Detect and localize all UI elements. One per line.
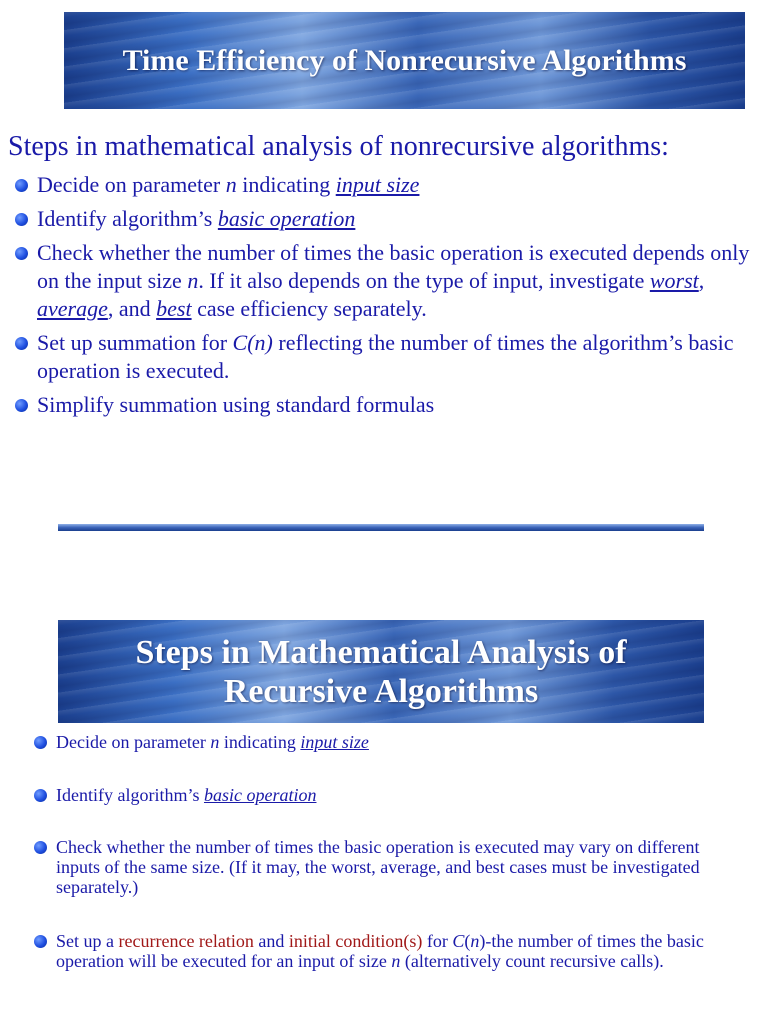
list-item: Set up a recurrence relation and initial condition(s) for C(n)-the number of times the basic operation will be executed for an input of size n (alternatively count recursive calls). [56, 931, 746, 971]
list-item: Identify algorithm’s basic operation [56, 785, 746, 805]
slide1-intro: Steps in mathematical analysis of nonrecursive algorithms: [8, 131, 669, 162]
bullet-dot-icon [34, 736, 47, 749]
list-item: Decide on parameter n indicating input size [37, 171, 765, 199]
slide1-bullet-list [37, 171, 765, 425]
bullet-dot-icon [34, 841, 47, 854]
list-item: Identify algorithm’s basic operation [37, 205, 765, 233]
bullet-dot-icon [34, 789, 47, 802]
recurrence-relation-term: recurrence relation [118, 931, 254, 951]
list-item: Set up summation for C(n) reflecting the number of times the algorithm’s basic operation is executed. [37, 329, 765, 385]
basic-operation-term: basic operation [217, 206, 356, 231]
slide2-title-banner [58, 620, 704, 723]
bullet-dot-icon [15, 213, 28, 226]
list-item: Check whether the number of times the basic operation is executed depends only on the input size n. If it also depends on the type of input, investigate worst, average, and best case efficiency separately. [37, 239, 765, 323]
list-item: Simplify summation using standard formulas [37, 391, 765, 419]
bullet-dot-icon [15, 399, 28, 412]
input-size-term: input size [300, 732, 369, 752]
slide1-title-banner [64, 12, 745, 109]
slide2-title-line1: Steps in Mathematical Analysis of [135, 633, 627, 671]
bullet-dot-icon [15, 247, 28, 260]
basic-operation-term: basic operation [203, 785, 317, 805]
list-item: Decide on parameter n indicating input size [56, 732, 746, 752]
initial-conditions-term: initial condition(s) [288, 931, 423, 951]
input-size-term: input size [335, 172, 420, 197]
slide2-title-line2: Recursive Algorithms [223, 672, 539, 710]
slide1-title: Time Efficiency of Nonrecursive Algorithms [122, 43, 687, 77]
bullet-dot-icon [34, 935, 47, 948]
list-item: Check whether the number of times the basic operation is executed may vary on different inputs of the same size. (If it may, the worst, average, and best cases must be investigated separately.) [56, 837, 746, 897]
slide-divider [58, 524, 704, 531]
bullet-dot-icon [15, 179, 28, 192]
bullet-dot-icon [15, 337, 28, 350]
